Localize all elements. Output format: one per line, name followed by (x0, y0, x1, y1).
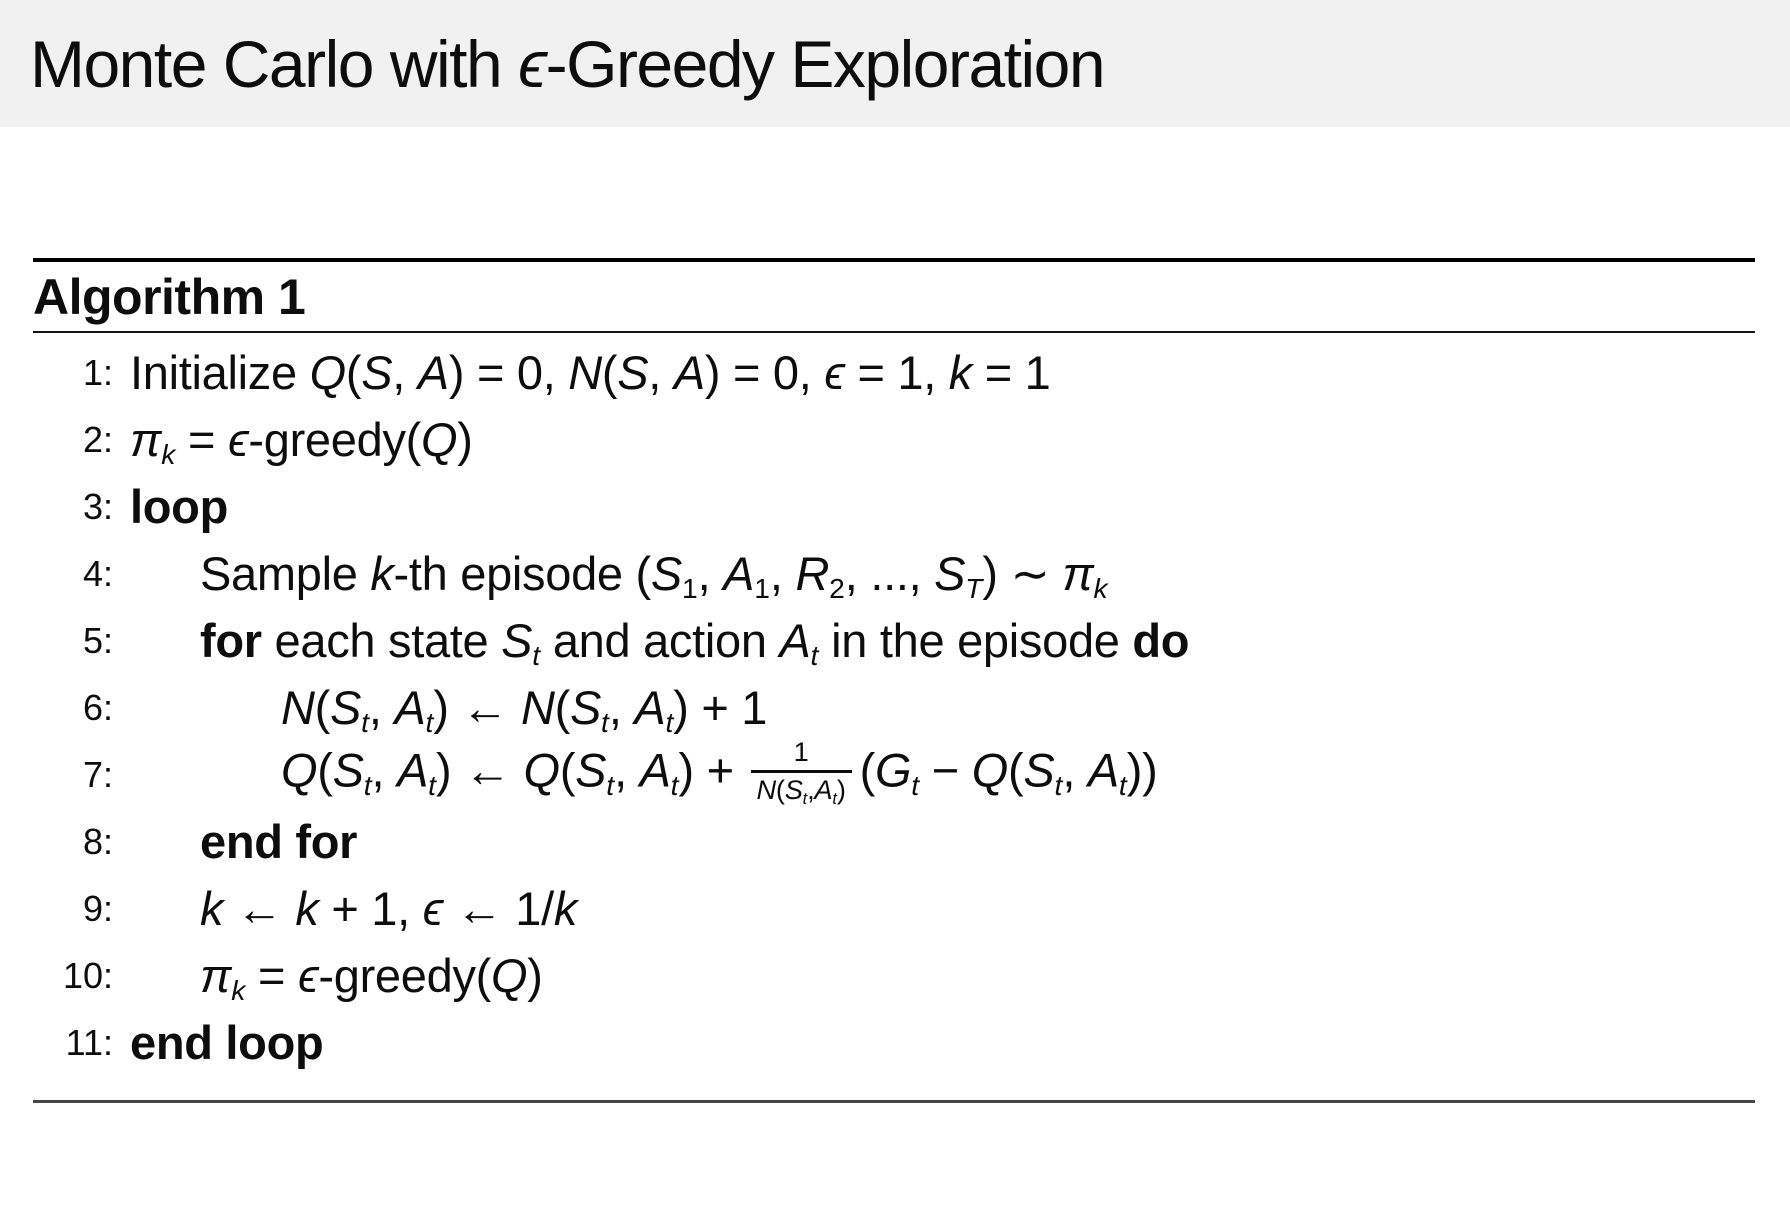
text-segment: t (832, 789, 837, 808)
text-segment: Q (523, 743, 560, 797)
text-segment: t (911, 769, 920, 802)
text-segment: ← (223, 882, 296, 935)
text-segment: ϵ (824, 346, 845, 399)
fraction-numerator (788, 738, 815, 770)
line-content (200, 815, 358, 868)
text-segment: t (606, 769, 615, 802)
text-segment: N (281, 681, 315, 734)
text-segment: ) ← (435, 743, 524, 797)
algorithm-line (33, 808, 1755, 875)
text-segment: N (756, 773, 776, 805)
fraction-denominator (751, 770, 852, 808)
text-segment: end for (200, 815, 358, 868)
text-segment: − (919, 743, 972, 797)
text-segment: S (332, 743, 364, 797)
text-segment: A (397, 743, 429, 797)
line-content (200, 614, 1190, 672)
line-number: 4: (82, 552, 113, 594)
text-segment: A (723, 547, 755, 600)
text-segment: ϵ (297, 949, 319, 1002)
text-segment: , ..., (844, 547, 935, 600)
algorithm-line (33, 875, 1755, 942)
text-segment: S (569, 681, 602, 734)
line-content (281, 736, 1158, 808)
text-segment: 2 (829, 572, 845, 605)
algorithm-line (33, 1009, 1755, 1076)
text-segment: G (875, 743, 912, 797)
text-segment: ) (457, 413, 473, 466)
text-segment: -th episode ( (393, 547, 651, 600)
text-segment: k (231, 974, 246, 1007)
text-segment: A (417, 346, 449, 399)
text-segment: π (200, 949, 232, 1002)
line-number: 5: (82, 619, 113, 661)
line-number: 1: (82, 351, 113, 393)
text-segment: ) ∼ (982, 547, 1063, 600)
text-segment: ϵ (227, 413, 249, 466)
text-segment: + 1, (318, 882, 423, 935)
text-segment: for (200, 614, 262, 667)
text-segment: , (368, 681, 395, 734)
text-segment: A (779, 614, 811, 667)
text-segment: end loop (130, 1016, 324, 1069)
text-segment: ) (527, 949, 543, 1002)
algorithm-line (33, 942, 1755, 1009)
text-segment: t (601, 706, 609, 739)
line-number: 10: (62, 954, 113, 996)
text-segment: T (965, 572, 983, 605)
line-content (200, 882, 578, 935)
text-segment: t (532, 639, 541, 672)
text-segment: )) (1126, 743, 1158, 797)
epsilon-symbol: ϵ (518, 26, 546, 101)
text-segment: = 1, (844, 346, 949, 399)
text-segment: t (670, 769, 679, 802)
text-segment: t (425, 706, 434, 739)
text-segment: ( (775, 773, 785, 805)
algorithm-line (33, 473, 1755, 540)
text-segment: loop (130, 480, 228, 533)
text-segment: Q (421, 413, 458, 466)
text-segment: t (361, 706, 369, 739)
text-segment: π (1062, 547, 1094, 600)
text-segment: ) ← (433, 681, 521, 734)
text-segment: , (807, 773, 815, 805)
text-segment: ( (317, 743, 333, 797)
text-segment: S (650, 547, 682, 600)
text-segment: Q (281, 743, 318, 797)
text-segment: S (575, 743, 607, 797)
text-segment: Initialize (130, 346, 310, 399)
text-segment: = (245, 949, 298, 1002)
text-segment: -greedy( (248, 413, 422, 466)
text-segment: A (634, 681, 666, 734)
algorithm-line (33, 674, 1755, 741)
text-segment: ( (559, 743, 576, 797)
text-segment: , (769, 547, 796, 600)
line-content (130, 480, 228, 533)
text-segment: S (784, 773, 803, 805)
line-content (200, 949, 543, 1007)
line-content (130, 413, 473, 471)
text-segment: A (639, 743, 671, 797)
text-segment: ( (314, 681, 331, 734)
text-segment: ( (1008, 743, 1024, 797)
line-number: 6: (82, 686, 113, 728)
text-segment: ( (554, 681, 570, 734)
text-segment: ( (859, 743, 875, 797)
text-segment: 1 (681, 572, 698, 605)
line-content (200, 547, 1108, 605)
algorithm-block (33, 258, 1755, 1103)
text-segment: A (814, 773, 833, 805)
text-segment: t (363, 769, 372, 802)
text-segment: , (697, 547, 724, 600)
text-segment: S (617, 346, 649, 399)
text-segment: Q (491, 949, 528, 1002)
algorithm-bottom-rule (33, 1100, 1755, 1103)
text-segment: t (1054, 769, 1063, 802)
line-number: 9: (82, 887, 113, 929)
text-segment: 1 (793, 736, 809, 768)
fraction (751, 736, 852, 808)
text-segment: S (501, 614, 533, 667)
text-segment: -greedy( (318, 949, 492, 1002)
text-segment: ϵ (422, 882, 444, 935)
text-segment: t (810, 639, 819, 672)
title-prefix: Monte Carlo with (30, 26, 519, 101)
text-segment: k (200, 882, 224, 935)
algorithm-line (33, 607, 1755, 674)
text-segment: N (568, 346, 602, 399)
text-segment: k (948, 346, 972, 399)
text-segment: N (520, 681, 555, 734)
text-segment: Q (309, 346, 346, 399)
algorithm-line (33, 339, 1755, 406)
text-segment: , (392, 346, 418, 399)
title-suffix: -Greedy Exploration (545, 26, 1105, 101)
text-segment: ) (836, 773, 846, 805)
text-segment: , (648, 346, 674, 399)
text-segment: , (614, 743, 640, 797)
text-segment: ) = 0, (704, 346, 825, 399)
algorithm-line (33, 406, 1755, 473)
text-segment: Q (971, 743, 1009, 797)
text-segment: k (370, 547, 394, 600)
line-content (281, 681, 768, 739)
text-segment: each state (261, 614, 502, 667)
text-segment: , (371, 743, 398, 797)
text-segment: R (795, 547, 830, 600)
text-segment: t (1118, 769, 1127, 802)
line-number: 2: (82, 418, 113, 460)
text-segment: k (553, 882, 578, 935)
text-segment: ) + 1 (673, 681, 768, 734)
text-segment: , (1062, 743, 1088, 797)
text-segment: do (1132, 614, 1190, 667)
line-number: 3: (82, 485, 113, 527)
text-segment: t (802, 789, 808, 808)
text-segment: t (428, 769, 436, 802)
algorithm-line (33, 540, 1755, 607)
line-number: 11: (65, 1021, 113, 1063)
text-segment: k (295, 882, 319, 935)
text-segment: ) + (678, 743, 747, 797)
text-segment: , (608, 681, 635, 734)
text-segment: A (1087, 743, 1119, 797)
text-segment: π (130, 413, 162, 466)
text-segment: t (665, 706, 674, 739)
text-segment: A (673, 346, 705, 399)
text-segment: ) = 0, (448, 346, 569, 399)
text-segment: S (361, 346, 393, 399)
slide-title (30, 26, 1104, 102)
text-segment: S (1023, 743, 1055, 797)
algorithm-body (33, 333, 1755, 1100)
text-segment: ( (601, 346, 618, 399)
text-segment: in the episode (818, 614, 1133, 667)
text-segment: 1 (754, 572, 770, 605)
text-segment: S (330, 681, 362, 734)
line-number: 7: (82, 753, 113, 795)
text-segment: = 1 (971, 346, 1051, 399)
text-segment: A (394, 681, 426, 734)
text-segment: ← 1/ (443, 882, 554, 935)
text-segment: k (161, 438, 176, 471)
algorithm-header: Algorithm 1 (33, 268, 306, 325)
text-segment: Sample (200, 547, 371, 600)
text-segment: = (175, 413, 228, 466)
text-segment: ( (345, 346, 362, 399)
line-content (130, 1016, 324, 1069)
text-segment: S (934, 547, 966, 600)
text-segment: and action (540, 614, 780, 667)
text-segment: k (1093, 572, 1108, 605)
line-number: 8: (82, 820, 113, 862)
line-content (130, 346, 1051, 399)
slide-header (0, 0, 1790, 127)
algorithm-line (33, 736, 1755, 808)
